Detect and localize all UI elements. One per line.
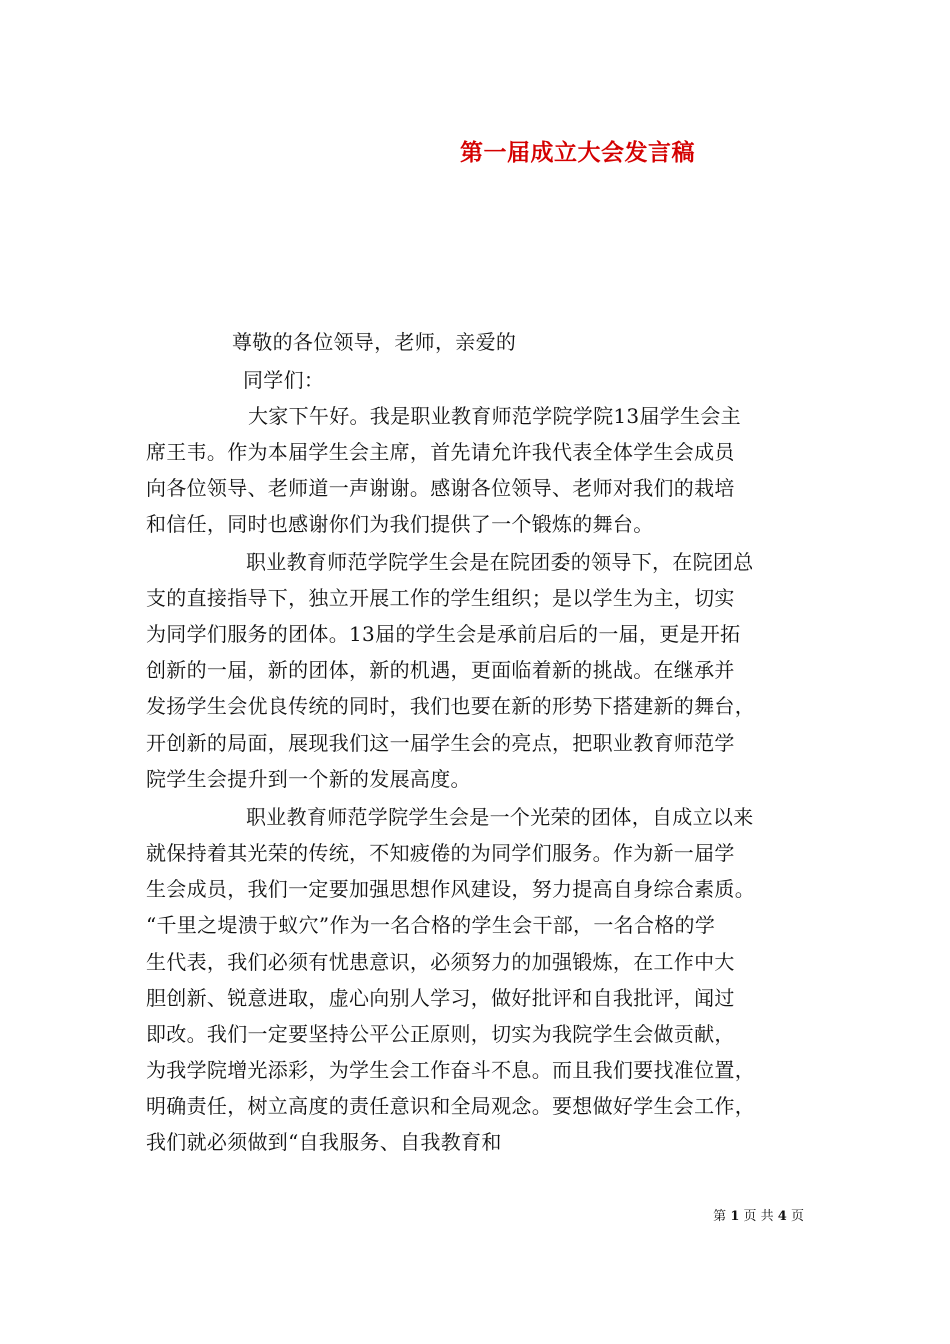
current-page-number: 1 (730, 1209, 740, 1224)
text-line: 开创新的局面，展现我们这一届学生会的亮点，把职业教育师范学 (146, 731, 735, 755)
page-number-footer (713, 1205, 804, 1224)
text-line: 生代表，我们必须有忧患意识，必须努力的加强锻炼，在工作中大 (146, 950, 735, 974)
text-line: 向各位领导、老师道一声谢谢。感谢各位领导、老师对我们的栽培 (146, 476, 735, 500)
text-line: 尊敬的各位领导，老师，亲爱的 (232, 330, 517, 354)
text-line: 即改。我们一定要坚持公平公正原则，切实为我院学生会做贡献， (146, 1022, 735, 1046)
text-line: 大家下午好。我是职业教育师范学院学院13届学生会主 (248, 404, 741, 428)
text-line: 和信任，同时也感谢你们为我们提供了一个锻炼的舞台。 (146, 512, 654, 536)
text-line: 席王韦。作为本届学生会主席，首先请允许我代表全体学生会成员 (146, 440, 735, 464)
text-line: 院学生会提升到一个新的发展高度。 (146, 767, 471, 791)
page-title: 第一届成立大会发言稿 (460, 140, 695, 166)
text-line: 胆创新、锐意进取，虚心向别人学习，做好批评和自我批评，闻过 (146, 986, 735, 1010)
footer-suffix: 页 (790, 1209, 804, 1224)
text-line: “千里之堤溃于蚁穴”作为一名合格的学生会干部，一名合格的学 (146, 913, 716, 937)
text-line: 为我学院增光添彩，为学生会工作奋斗不息。而且我们要找准位置， (146, 1058, 755, 1082)
text-line: 发扬学生会优良传统的同时，我们也要在新的形势下搭建新的舞台， (146, 694, 755, 718)
text-line: 职业教育师范学院学生会是一个光荣的团体，自成立以来 (246, 805, 754, 829)
text-line: 生会成员，我们一定要加强思想作风建设，努力提高自身综合素质。 (146, 877, 755, 901)
footer-prefix: 第 (713, 1209, 727, 1224)
text-line: 明确责任，树立高度的责任意识和全局观念。要想做好学生会工作， (146, 1094, 755, 1118)
text-line: 我们就必须做到“自我服务、自我教育和 (146, 1130, 502, 1154)
text-line: 为同学们服务的团体。13届的学生会是承前启后的一届，更是开拓 (146, 622, 741, 646)
text-line: 职业教育师范学院学生会是在院团委的领导下，在院团总 (246, 550, 754, 574)
text-line: 就保持着其光荣的传统，不知疲倦的为同学们服务。作为新一届学 (146, 841, 735, 865)
text-line: 同学们： (243, 368, 325, 392)
text-line: 创新的一届，新的团体，新的机遇，更面临着新的挑战。在继承并 (146, 658, 735, 682)
footer-middle: 页 共 (743, 1209, 774, 1224)
total-page-number: 4 (777, 1209, 787, 1224)
text-line: 支的直接指导下，独立开展工作的学生组织；是以学生为主，切实 (146, 586, 735, 610)
